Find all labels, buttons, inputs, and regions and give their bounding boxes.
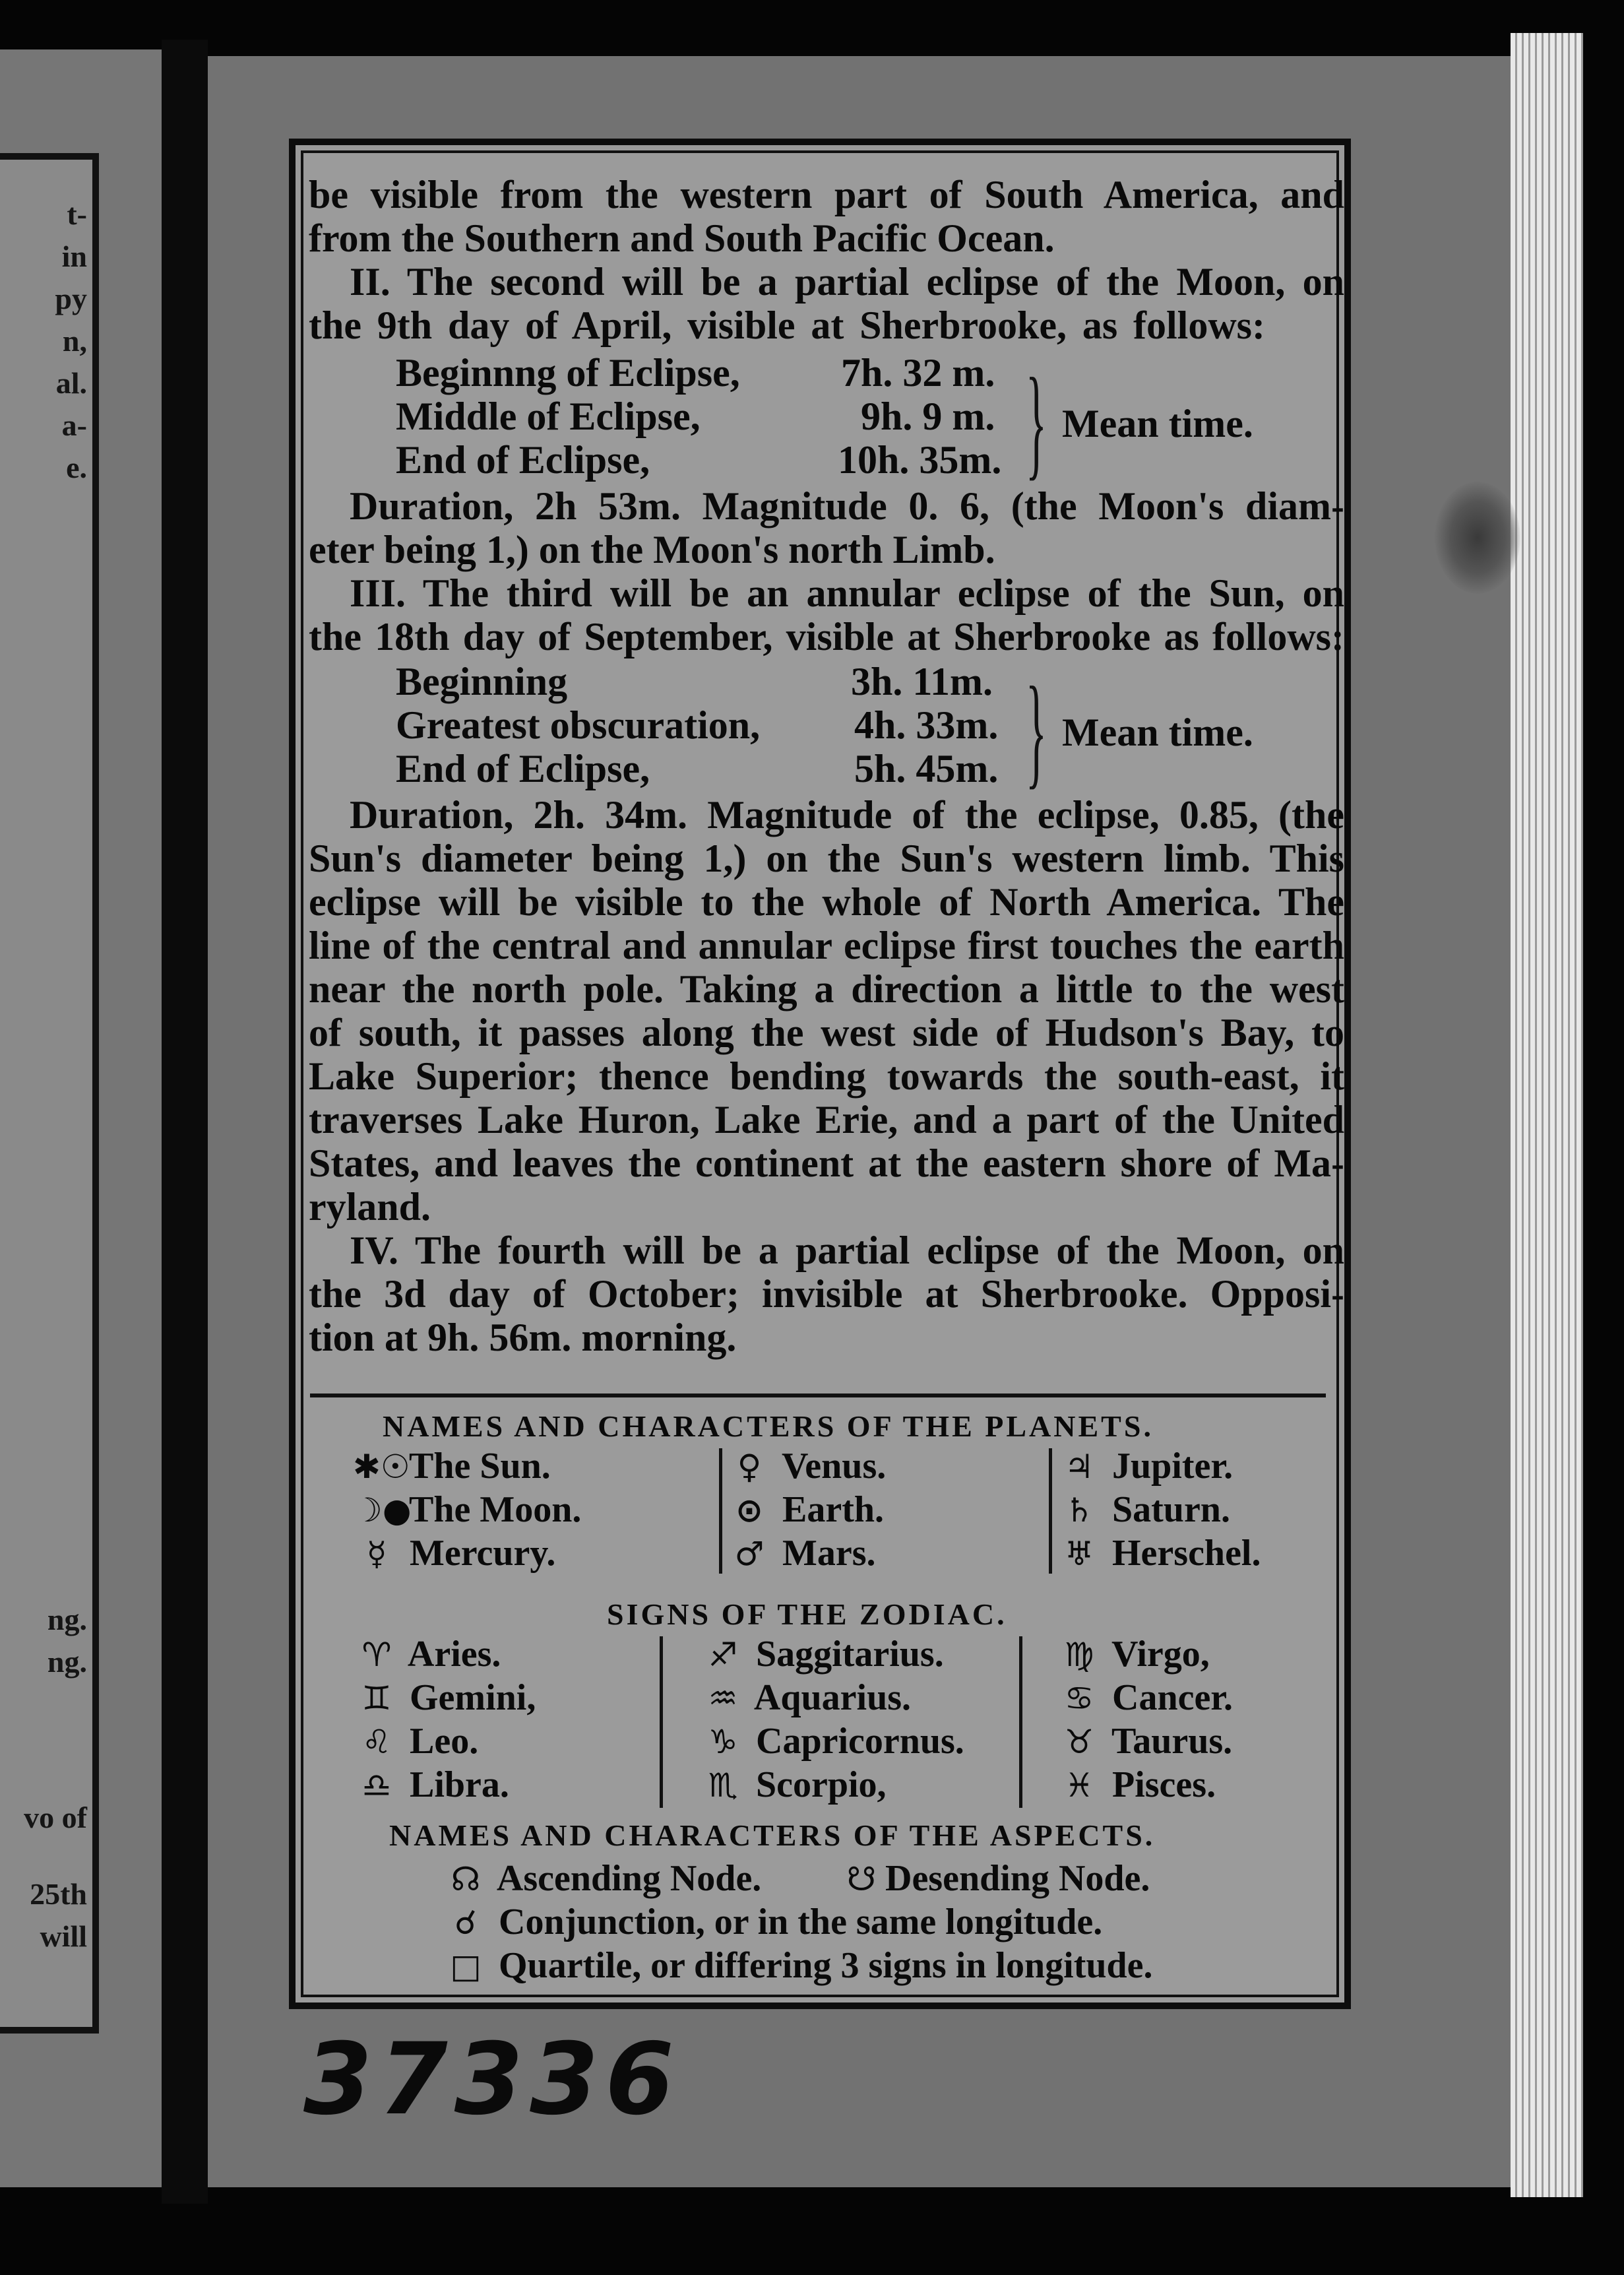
earth-icon: ⊙ [735,1491,763,1529]
venus-icon: ♀ [737,1448,762,1486]
text-line: eclipse will be visible to the whole of North America. The [309,880,1344,924]
left-fragment: py [55,282,87,315]
eclipse-time: 9h. 9 m. [861,395,995,438]
eclipse-label: Beginnng of Eclipse, [396,351,740,395]
aspect-item: □ Quartile, or differing 3 signs in longitude. [442,1944,1152,1987]
eclipse-time: 10h. 35m. [838,438,1002,482]
mars-icon: ♂ [734,1535,765,1573]
aquarius-icon: ♒ [708,1679,738,1717]
left-fragment: ng. [47,1645,87,1679]
mean-time-label: Mean time. [1062,711,1253,754]
zodiac-item: ♏ Scorpio, [699,1764,887,1806]
planet-item: ♄ Saturn. [1055,1489,1230,1531]
eclipse-time: 5h. 45m. [854,747,999,790]
text-line: traverses Lake Huron, Lake Erie, and a part of the United [309,1098,1344,1141]
sun-icon: ✱☉ [353,1448,410,1486]
eclipse-label: Greatest obscuration, [396,703,761,747]
text-line: from the Southern and South Pacific Ocean. [309,216,1055,260]
zodiac-item: ♍ Virgo, [1055,1633,1210,1675]
quartile-icon: □ [450,1947,482,1985]
zodiac-item: ♊ Gemini, [353,1677,536,1719]
column-divider [660,1636,663,1808]
text-line: the 3d day of October; invisible at Sherbrooke. Opposi- [309,1272,1344,1316]
eclipse-time: 3h. 11m. [851,660,993,703]
zodiac-item: ♎ Libra. [353,1764,509,1806]
planet-item: ☿ Mercury. [353,1532,555,1574]
text-line: the 18th day of September, visible at Sherbrooke as follows: [309,615,1344,658]
eclipse-label: Beginning [396,660,568,703]
aspects-heading: NAMES AND CHARACTERS OF THE ASPECTS. [389,1818,1156,1852]
sagittarius-icon: ♐ [708,1636,738,1674]
left-fragment: t- [67,197,87,231]
left-fragment: al. [55,366,87,400]
text-line: the 9th day of April, visible at Sherbrooke, as follows: [309,304,1265,347]
aspect-item: ☌ Conjunction, or in the same longitude. [442,1901,1102,1943]
text-line: Lake Superior; thence bending towards the south-east, it [309,1054,1344,1098]
libra-icon: ♎ [361,1766,392,1805]
left-fragment: e. [66,451,87,484]
left-page-frame [0,153,99,2034]
text-line: States, and leaves the continent at the eastern shore of Ma- [309,1141,1344,1185]
planet-item: ♅ Herschel. [1055,1532,1261,1574]
pisces-icon: ♓ [1064,1766,1094,1805]
left-fragment: will [40,1919,87,1953]
planet-item: ☽● The Moon. [353,1489,582,1530]
conjunction-icon: ☌ [454,1904,477,1942]
virgo-icon: ♍ [1064,1636,1094,1674]
brace: } [1026,662,1047,800]
left-fragment: ng. [47,1603,87,1636]
text-line: Duration, 2h. 34m. Magnitude of the eclipse, 0.85, (the [350,793,1344,837]
eclipse-label: End of Eclipse, [396,438,650,482]
text-line: Sun's diameter being 1,) on the Sun's western limb. This [309,837,1344,880]
descending-node-icon: ☋ [846,1860,877,1898]
text-line: eter being 1,) on the Moon's north Limb. [309,528,995,571]
page-edges [1511,33,1583,2197]
capricorn-icon: ♑ [708,1723,738,1761]
column-divider [1019,1636,1022,1808]
taurus-icon: ♉ [1064,1723,1094,1761]
text-line: tion at 9h. 56m. morning. [309,1316,737,1359]
text-line: IV. The fourth will be a partial eclipse of the Moon, on [350,1229,1344,1272]
planets-heading: NAMES AND CHARACTERS OF THE PLANETS. [383,1409,1154,1443]
text-line: Duration, 2h 53m. Magnitude 0. 6, (the Moon's diam- [350,484,1344,528]
planet-item: ♂ Mars. [726,1532,876,1574]
paper-stain [1435,482,1520,594]
left-fragment: in [61,240,87,273]
cancer-icon: ♋ [1064,1679,1094,1717]
left-fragment: a- [61,408,87,442]
eclipse-label: End of Eclipse, [396,747,650,790]
column-divider [1049,1448,1052,1574]
saturn-icon: ♄ [1064,1491,1094,1529]
eclipse-time: 7h. 32 m. [841,351,995,395]
zodiac-item: ♐ Saggitarius. [699,1633,944,1675]
brace: } [1026,353,1047,492]
book-spine [162,40,208,2204]
planet-item: ✱☉ The Sun. [353,1446,551,1487]
ascending-node-icon: ☊ [451,1860,481,1898]
text-line: line of the central and annular eclipse first touches the earth [309,924,1344,967]
zodiac-item: ♑ Capricornus. [699,1720,964,1762]
zodiac-item: ♈ Aries. [353,1633,501,1675]
scorpio-icon: ♏ [708,1766,738,1805]
eclipse-time: 4h. 33m. [854,703,999,747]
left-fragment: vo of [24,1801,87,1834]
eclipse-label: Middle of Eclipse, [396,395,701,438]
zodiac-item: ♉ Taurus. [1055,1720,1232,1762]
aspect-item: ☋ Desending Node. [838,1857,1150,1900]
text-line: of south, it passes along the west side of Hudson's Bay, to [309,1011,1344,1054]
gemini-icon: ♊ [361,1679,392,1717]
text-line: III. The third will be an annular eclipse of the Sun, on [350,571,1344,615]
text-line: near the north pole. Taking a direction a little to the west [309,967,1344,1011]
text-line: II. The second will be a partial eclipse of the Moon, on [350,260,1344,304]
moon-icon: ☽● [353,1491,412,1529]
left-fragment: 25th [30,1877,87,1911]
left-fragment: n, [62,324,87,358]
zodiac-item: ♋ Cancer. [1055,1677,1233,1719]
aspect-item: ☊ Ascending Node. [442,1857,761,1900]
jupiter-icon: ♃ [1064,1448,1094,1486]
zodiac-heading: SIGNS OF THE ZODIAC. [607,1597,1007,1631]
section-divider [310,1394,1326,1397]
text-line: be visible from the western part of South America, and [309,173,1344,216]
aries-icon: ♈ [361,1636,392,1674]
mercury-icon: ☿ [366,1535,387,1573]
zodiac-item: ♓ Pisces. [1055,1764,1216,1806]
column-divider [719,1448,722,1574]
leo-icon: ♌ [361,1723,392,1761]
zodiac-item: ♒ Aquarius. [699,1677,911,1719]
handwritten-number: 37336 [303,2022,681,2137]
planet-item: ⊙ Earth. [726,1489,884,1531]
planet-item: ♀ Venus. [726,1445,886,1487]
zodiac-item: ♌ Leo. [353,1720,478,1762]
planet-item: ♃ Jupiter. [1055,1445,1233,1487]
herschel-icon: ♅ [1064,1535,1094,1573]
text-line: ryland. [309,1185,431,1229]
mean-time-label: Mean time. [1062,402,1253,445]
